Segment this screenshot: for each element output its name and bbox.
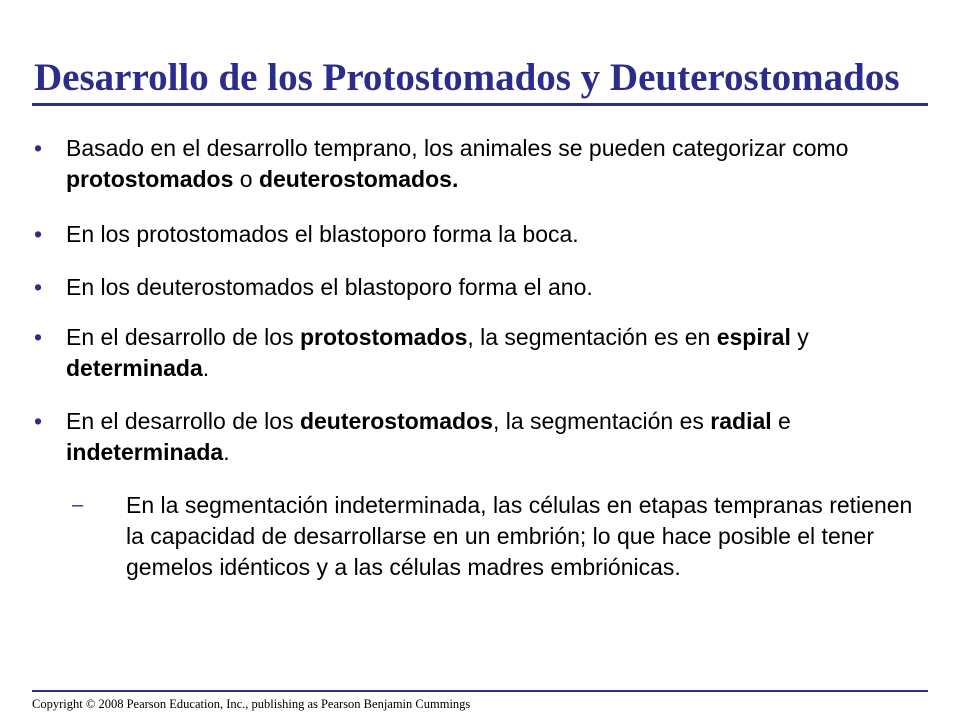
bullet-emphasis: espiral xyxy=(716,324,791,350)
bullet-emphasis: protostomados xyxy=(66,166,234,192)
bullet-emphasis: protostomados xyxy=(299,324,468,350)
bullet-emphasis: radial xyxy=(710,408,772,434)
bullet-emphasis: indeterminada xyxy=(66,439,224,465)
footer-divider xyxy=(32,690,928,692)
bullet-item xyxy=(34,406,916,468)
bullet-text: , la segmentación es en xyxy=(467,324,717,350)
slide-title: Desarrollo de los Protostomados y Deuterostomados xyxy=(34,56,900,99)
bullet-text: e xyxy=(771,408,791,434)
title-divider xyxy=(32,103,928,106)
bullet-text: En los deuterostomados el blastoporo forma el ano. xyxy=(66,274,593,300)
bullet-marker: • xyxy=(34,274,43,300)
bullet-emphasis: deuterostomados. xyxy=(258,166,459,192)
bullet-emphasis: determinada xyxy=(66,355,203,381)
bullet-item xyxy=(34,133,916,195)
sub-bullet-text: En la segmentación indeterminada, las células en etapas tempranas retienen la capacidad de desarrollarse en un embrión; lo que hace posible el tener gemelos idénticos y a las células madres embriónicas. xyxy=(126,492,913,580)
bullet-marker: • xyxy=(34,324,43,350)
bullet-text: y xyxy=(790,324,809,350)
bullet-text: En los protostomados el blastoporo forma la boca. xyxy=(66,221,579,247)
bullet-text: En el desarrollo de los xyxy=(66,324,300,350)
copyright-footer: Copyright © 2008 Pearson Education, Inc., publishing as Pearson Benjamin Cummings xyxy=(32,697,471,711)
bullet-text: , la segmentación es xyxy=(492,408,711,434)
bullet-text: . xyxy=(223,439,230,465)
bullet-marker: • xyxy=(34,135,43,161)
sub-bullet-marker: – xyxy=(72,494,84,516)
bullet-marker: • xyxy=(34,408,43,434)
bullet-item xyxy=(34,322,916,384)
bullet-text: En el desarrollo de los xyxy=(66,408,300,434)
bullet-marker: • xyxy=(34,221,43,247)
bullet-emphasis: deuterostomados xyxy=(299,408,493,434)
bullet-item xyxy=(34,219,916,250)
bullet-text: . xyxy=(202,355,210,381)
bullet-text: o xyxy=(233,166,259,192)
bullet-item xyxy=(34,272,916,303)
bullet-text: Basado en el desarrollo temprano, los animales se pueden categorizar como xyxy=(66,135,849,161)
sub-bullet-item xyxy=(72,490,916,583)
